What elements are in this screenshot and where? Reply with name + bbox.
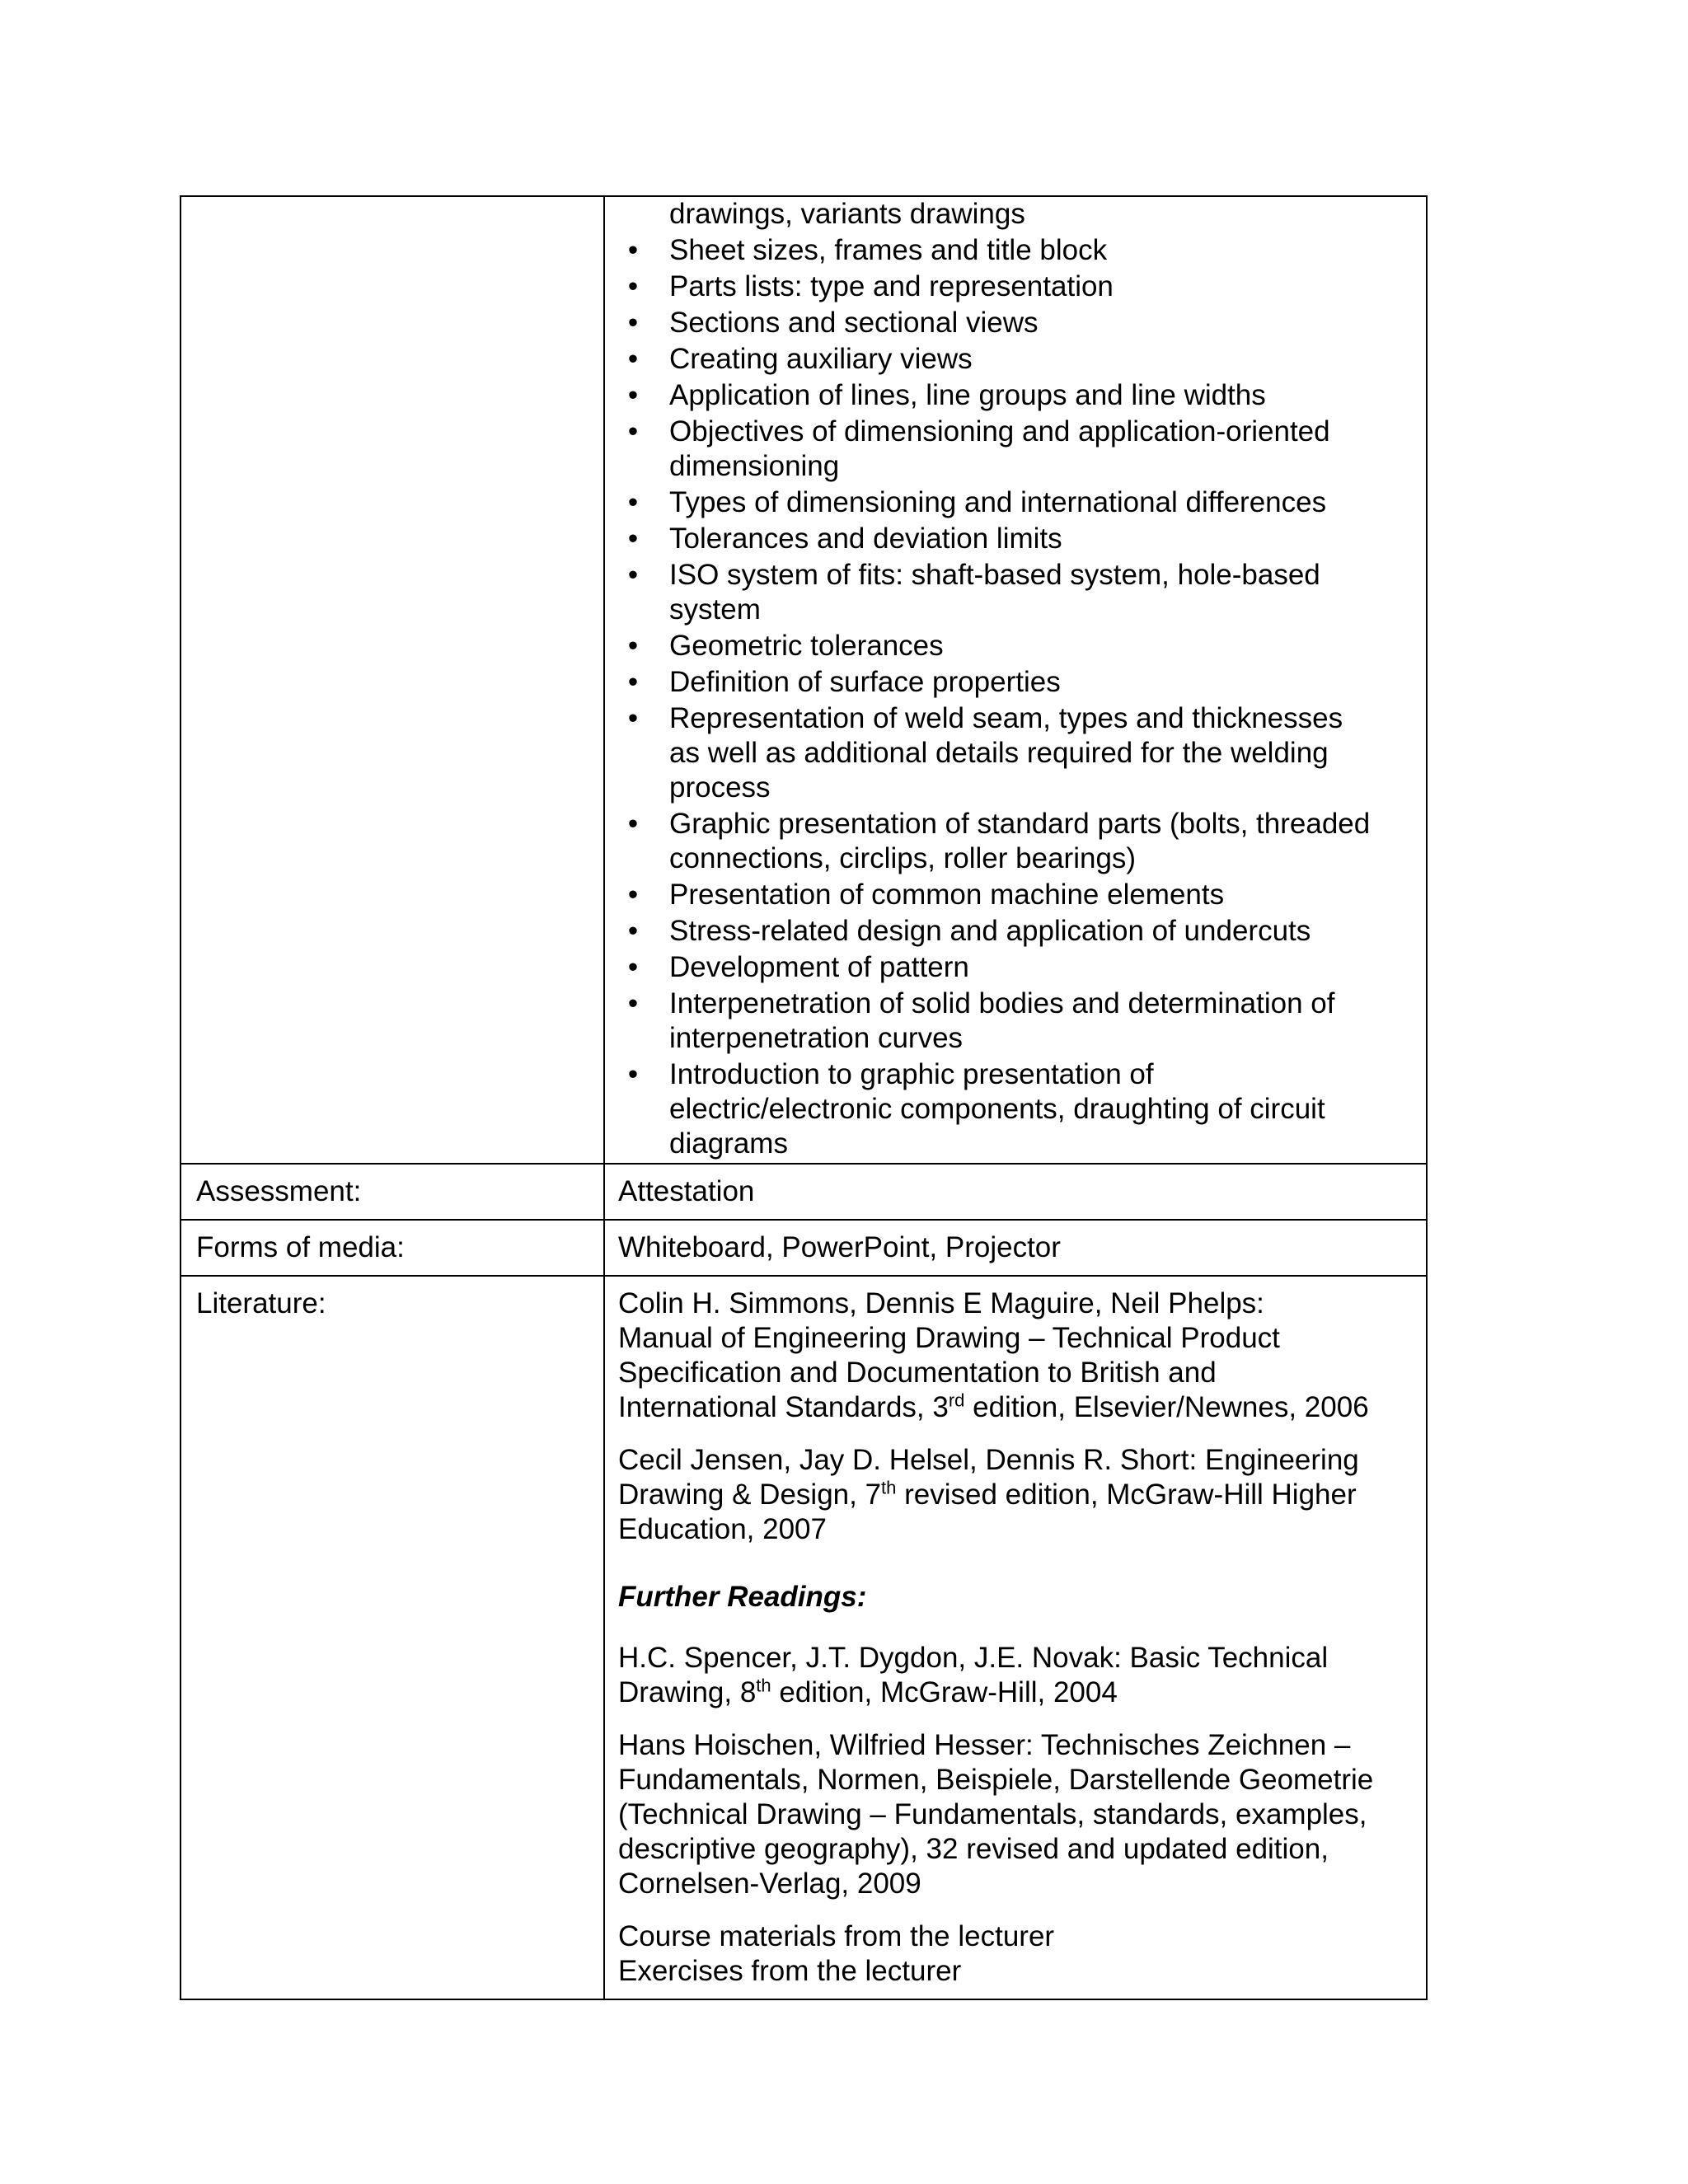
assessment-value: Attestation	[618, 1175, 755, 1207]
bullet-icon: •	[627, 343, 639, 375]
bullet-icon: •	[627, 307, 639, 339]
bullet-icon: •	[627, 270, 639, 302]
topic-item: • Geometric tolerances	[618, 629, 1413, 663]
bullet-icon: •	[627, 1058, 639, 1090]
topic-item: • Presentation of common machine elements	[618, 878, 1413, 912]
topic-item: • Creating auxiliary views	[618, 342, 1413, 377]
topic-continuation: drawings, variants drawings	[669, 198, 1025, 230]
bullet-icon: •	[627, 523, 639, 555]
topic-item: • Application of lines, line groups and line widths	[618, 378, 1413, 413]
bullet-icon: •	[627, 702, 639, 734]
media-value: Whiteboard, PowerPoint, Projector	[618, 1231, 1061, 1263]
topic-item: • Parts lists: type and representation	[618, 269, 1413, 304]
bullet-icon: •	[627, 879, 639, 911]
bullet-icon: •	[627, 808, 639, 840]
topic-item: • Definition of surface properties	[618, 665, 1413, 700]
bullet-icon: •	[627, 486, 639, 518]
assessment-row	[181, 1163, 1426, 1219]
literature-reference: H.C. Spencer, J.T. Dygdon, J.E. Novak: Basic Technical Drawing, 8th edition, McGraw-Hill, 2004	[618, 1642, 1329, 1708]
literature-label: Literature:	[181, 1277, 605, 1999]
bullet-icon: •	[627, 559, 639, 591]
bullet-icon: •	[627, 234, 639, 266]
content-label-cell	[181, 197, 605, 1163]
literature-reference: Hans Hoischen, Wilfried Hesser: Technisches Zeichnen – Fundamentals, Normen, Beispiele, Darstellende Geometrie (Technical Drawing – Fundamentals, standards, examples, descriptive geography), 32 revised and updated edition, Cornelsen-Verlag, 2009	[618, 1729, 1374, 1900]
topic-list	[618, 197, 1413, 1161]
assessment-label: Assessment:	[181, 1165, 605, 1219]
topic-item: • Interpenetration of solid bodies and determination of interpenetration curves	[618, 987, 1413, 1056]
topic-item: • Stress-related design and application of undercuts	[618, 914, 1413, 949]
literature-reference: Course materials from the lecturer Exercises from the lecturer	[618, 1920, 1055, 1987]
bullet-icon: •	[627, 379, 639, 411]
topic-item: • Sections and sectional views	[618, 306, 1413, 340]
further-readings-heading: Further Readings:	[618, 1581, 867, 1613]
media-row	[181, 1219, 1426, 1275]
literature-list	[605, 1277, 1426, 1999]
module-description-table	[180, 195, 1428, 2000]
bullet-icon: •	[627, 415, 639, 448]
content-topics-cell	[605, 197, 1426, 1163]
bullet-icon: •	[627, 915, 639, 947]
topic-item: • Sheet sizes, frames and title block	[618, 233, 1413, 268]
topic-item: • Introduction to graphic presentation of electric/electronic components, draughting of circuit diagrams	[618, 1057, 1413, 1161]
literature-row	[181, 1275, 1426, 1999]
topic-item: • Graphic presentation of standard parts (bolts, threaded connections, circlips, roller bearings)	[618, 807, 1413, 876]
bullet-icon: •	[627, 630, 639, 662]
topic-item: • Objectives of dimensioning and application-oriented dimensioning	[618, 415, 1413, 484]
topic-item: • Types of dimensioning and international differences	[618, 485, 1413, 520]
literature-reference: Cecil Jensen, Jay D. Helsel, Dennis R. Short: Engineering Drawing & Design, 7th revised edition, McGraw-Hill Higher Education, 2007	[618, 1444, 1359, 1545]
topic-item: • ISO system of fits: shaft-based system, hole-based system	[618, 558, 1413, 627]
bullet-icon: •	[627, 666, 639, 698]
bullet-icon: •	[627, 987, 639, 1019]
bullet-icon: •	[627, 951, 639, 983]
media-label: Forms of media:	[181, 1221, 605, 1275]
topic-item: • Representation of weld seam, types and thicknesses as well as additional details required for the welding process	[618, 701, 1413, 805]
literature-reference: Colin H. Simmons, Dennis E Maguire, Neil Phelps: Manual of Engineering Drawing – Technical Product Specification and Documentation to British and International Standards, 3rd edition, Elsevier/Newnes, 2006	[618, 1287, 1369, 1423]
content-row	[181, 197, 1426, 1163]
topic-item: • Development of pattern	[618, 950, 1413, 985]
topic-item: • Tolerances and deviation limits	[618, 522, 1413, 556]
